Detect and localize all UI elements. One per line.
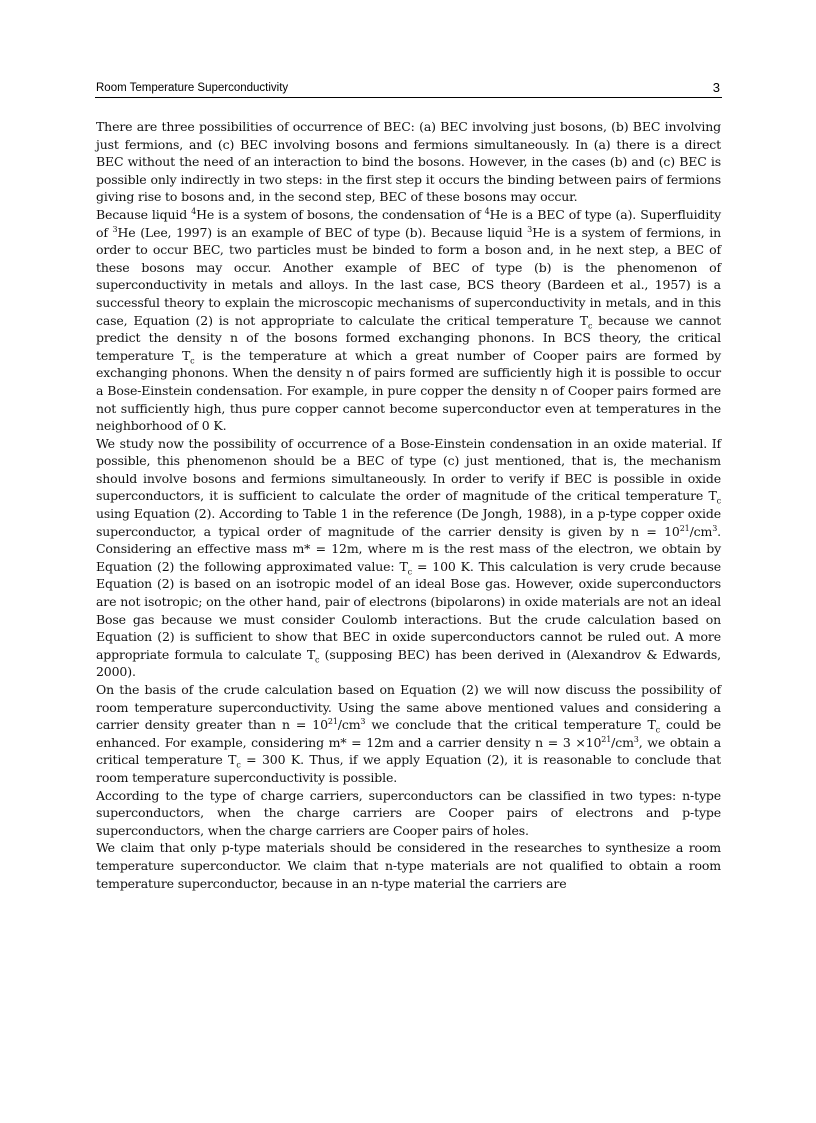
paragraph — [96, 118, 721, 206]
text-segment: On the basis of the crude calculation based on Equation (2) we will now discuss the possibility of room temperature superconductivity. Using the same above mentioned values and considering a carrier density greater than n = 10 — [96, 682, 721, 733]
superscript: 4 — [191, 206, 197, 216]
superscript: 3 — [712, 523, 718, 533]
running-title: Room Temperature Superconductivity — [96, 82, 289, 94]
superscript: 3 — [112, 224, 118, 234]
body-text — [96, 118, 721, 892]
paragraph — [96, 839, 721, 892]
text-segment: We study now the possibility of occurrence of a Bose-Einstein condensation in an oxide material. If possible, this phenomenon should be a BEC of type (c) just mentioned, that is, the mechanism should involve bosons and fermions simultaneously. In order to verify if BEC is possible in oxide superconductors, it is sufficient to calculate the order of magnitude of the critical temperature T — [96, 435, 721, 504]
text-segment: There are three possibilities of occurrence of BEC: (a) BEC involving just bosons, (b) BEC involving just fermions, and (c) BEC involving bosons and fermions simultaneously. In (a) there is a direct BEC without the need of an interaction to bind the bosons. However, in the cases (b) and (c) BEC is possible only indirectly in two steps: in the first step it occurs the binding between pairs of fermions giving rise to bosons and, in the second step, BEC of these bosons may occur. — [96, 119, 721, 205]
paragraph — [96, 681, 721, 787]
text-segment: /cm — [689, 523, 713, 539]
text-segment: (supposing BEC) has been derived in (Alexandrov & Edwards, 2000). — [96, 646, 721, 680]
page-header — [95, 80, 722, 98]
text-segment: we conclude that the critical temperature T — [365, 717, 656, 733]
text-segment: According to the type of charge carriers, superconductors can be classified in two types: n-type superconductors, when the charge carriers are Cooper pairs of electrons and p-type superconductors, when the charge carriers are Cooper pairs of holes. — [96, 787, 721, 838]
text-segment: , we obtain a critical temperature T — [96, 734, 721, 768]
paragraph — [96, 787, 721, 840]
subscript: c — [190, 356, 195, 366]
text-segment: . Considering an effective mass m* = 12m, where m is the rest mass of the electron, we obtain by Equation (2) the following approximated value: T — [96, 523, 721, 574]
text-segment: He (Lee, 1997) is an example of BEC of type (b). Because liquid — [117, 224, 528, 240]
subscript: c — [655, 725, 660, 735]
superscript: 3 — [527, 224, 533, 234]
text-segment: = 300 K. Thus, if we apply Equation (2), it is reasonable to conclude that room temperature superconductivity is possible. — [96, 752, 722, 785]
paragraph — [96, 206, 721, 435]
text-segment: is the temperature at which a great number of Cooper pairs are formed by exchanging phonons. When the density n of pairs formed are sufficiently high it is possible to occur a Bose-Einstein condensation. For example, in pure copper the density n of Cooper pairs formed are not sufficiently high, thus pure copper cannot become superconductor even at temperatures in the neighborhood of 0 K. — [96, 347, 721, 434]
text-segment: We claim that only p-type materials should be considered in the researches to synthesize a room temperature superconductor. We claim that n-type materials are not qualified to obtain a room temperature superconductor, because in an n-type material the carriers are — [96, 840, 721, 891]
text-segment: = 100 K. This calculation is very crude because Equation (2) is based on an isotropic model of an ideal Bose gas. However, oxide superconductors are not isotropic; on the other hand, pair of electrons (bipolarons) in oxide materials are not an ideal Bose gas because we must consider Coulomb interactions. But the crude calculation based on Equation (2) is sufficient to show that BEC in oxide superconductors cannot be ruled out. A more appropriate formula to calculate T — [96, 558, 722, 662]
superscript: 4 — [484, 206, 490, 216]
superscript: 21 — [679, 523, 690, 533]
subscript: c — [236, 760, 241, 770]
subscript: c — [407, 567, 412, 577]
subscript: c — [587, 321, 593, 331]
superscript: 3 — [360, 717, 366, 727]
superscript: 21 — [327, 717, 338, 727]
superscript: 21 — [601, 734, 612, 744]
text-segment: /cm — [611, 734, 634, 750]
superscript: 3 — [633, 734, 639, 744]
page-number: 3 — [712, 80, 720, 95]
text-segment: because we cannot predict the density n of the bosons formed exchanging phonons. In BCS theory, the critical temperature T — [96, 312, 721, 363]
text-segment: using Equation (2). According to Table 1 in the reference (De Jongh, 1988), in a p-type copper oxide superconductor, a typical order of magnitude of the carrier density is given by n = 10 — [96, 506, 721, 539]
subscript: c — [716, 496, 721, 506]
text-segment: He is a BEC of type (a). Superfluidity of — [96, 206, 721, 240]
subscript: c — [315, 655, 320, 665]
text-segment: /cm — [337, 717, 361, 733]
text-segment: could be enhanced. For example, considering m* = 12m and a carrier density n = 3 ×10 — [96, 717, 722, 750]
paragraph — [96, 435, 721, 681]
text-segment: Because liquid — [96, 206, 192, 222]
text-segment: He is a system of fermions, in order to occur BEC, two particles must be binded to form a boson and, in he next step, a BEC of these bosons may occur. Another example of BEC of type (b) is the phenomenon of superconductivity in metals and alloys. In the last case, BCS theory (Bardeen et al., 1957) is a successful theory to explain the microscopic mechanisms of superconductivity in metals, and in this case, Equation (2) is not appropriate to calculate the critical temperature T — [96, 224, 721, 328]
text-segment: He is a system of bosons, the condensation of — [196, 206, 485, 222]
